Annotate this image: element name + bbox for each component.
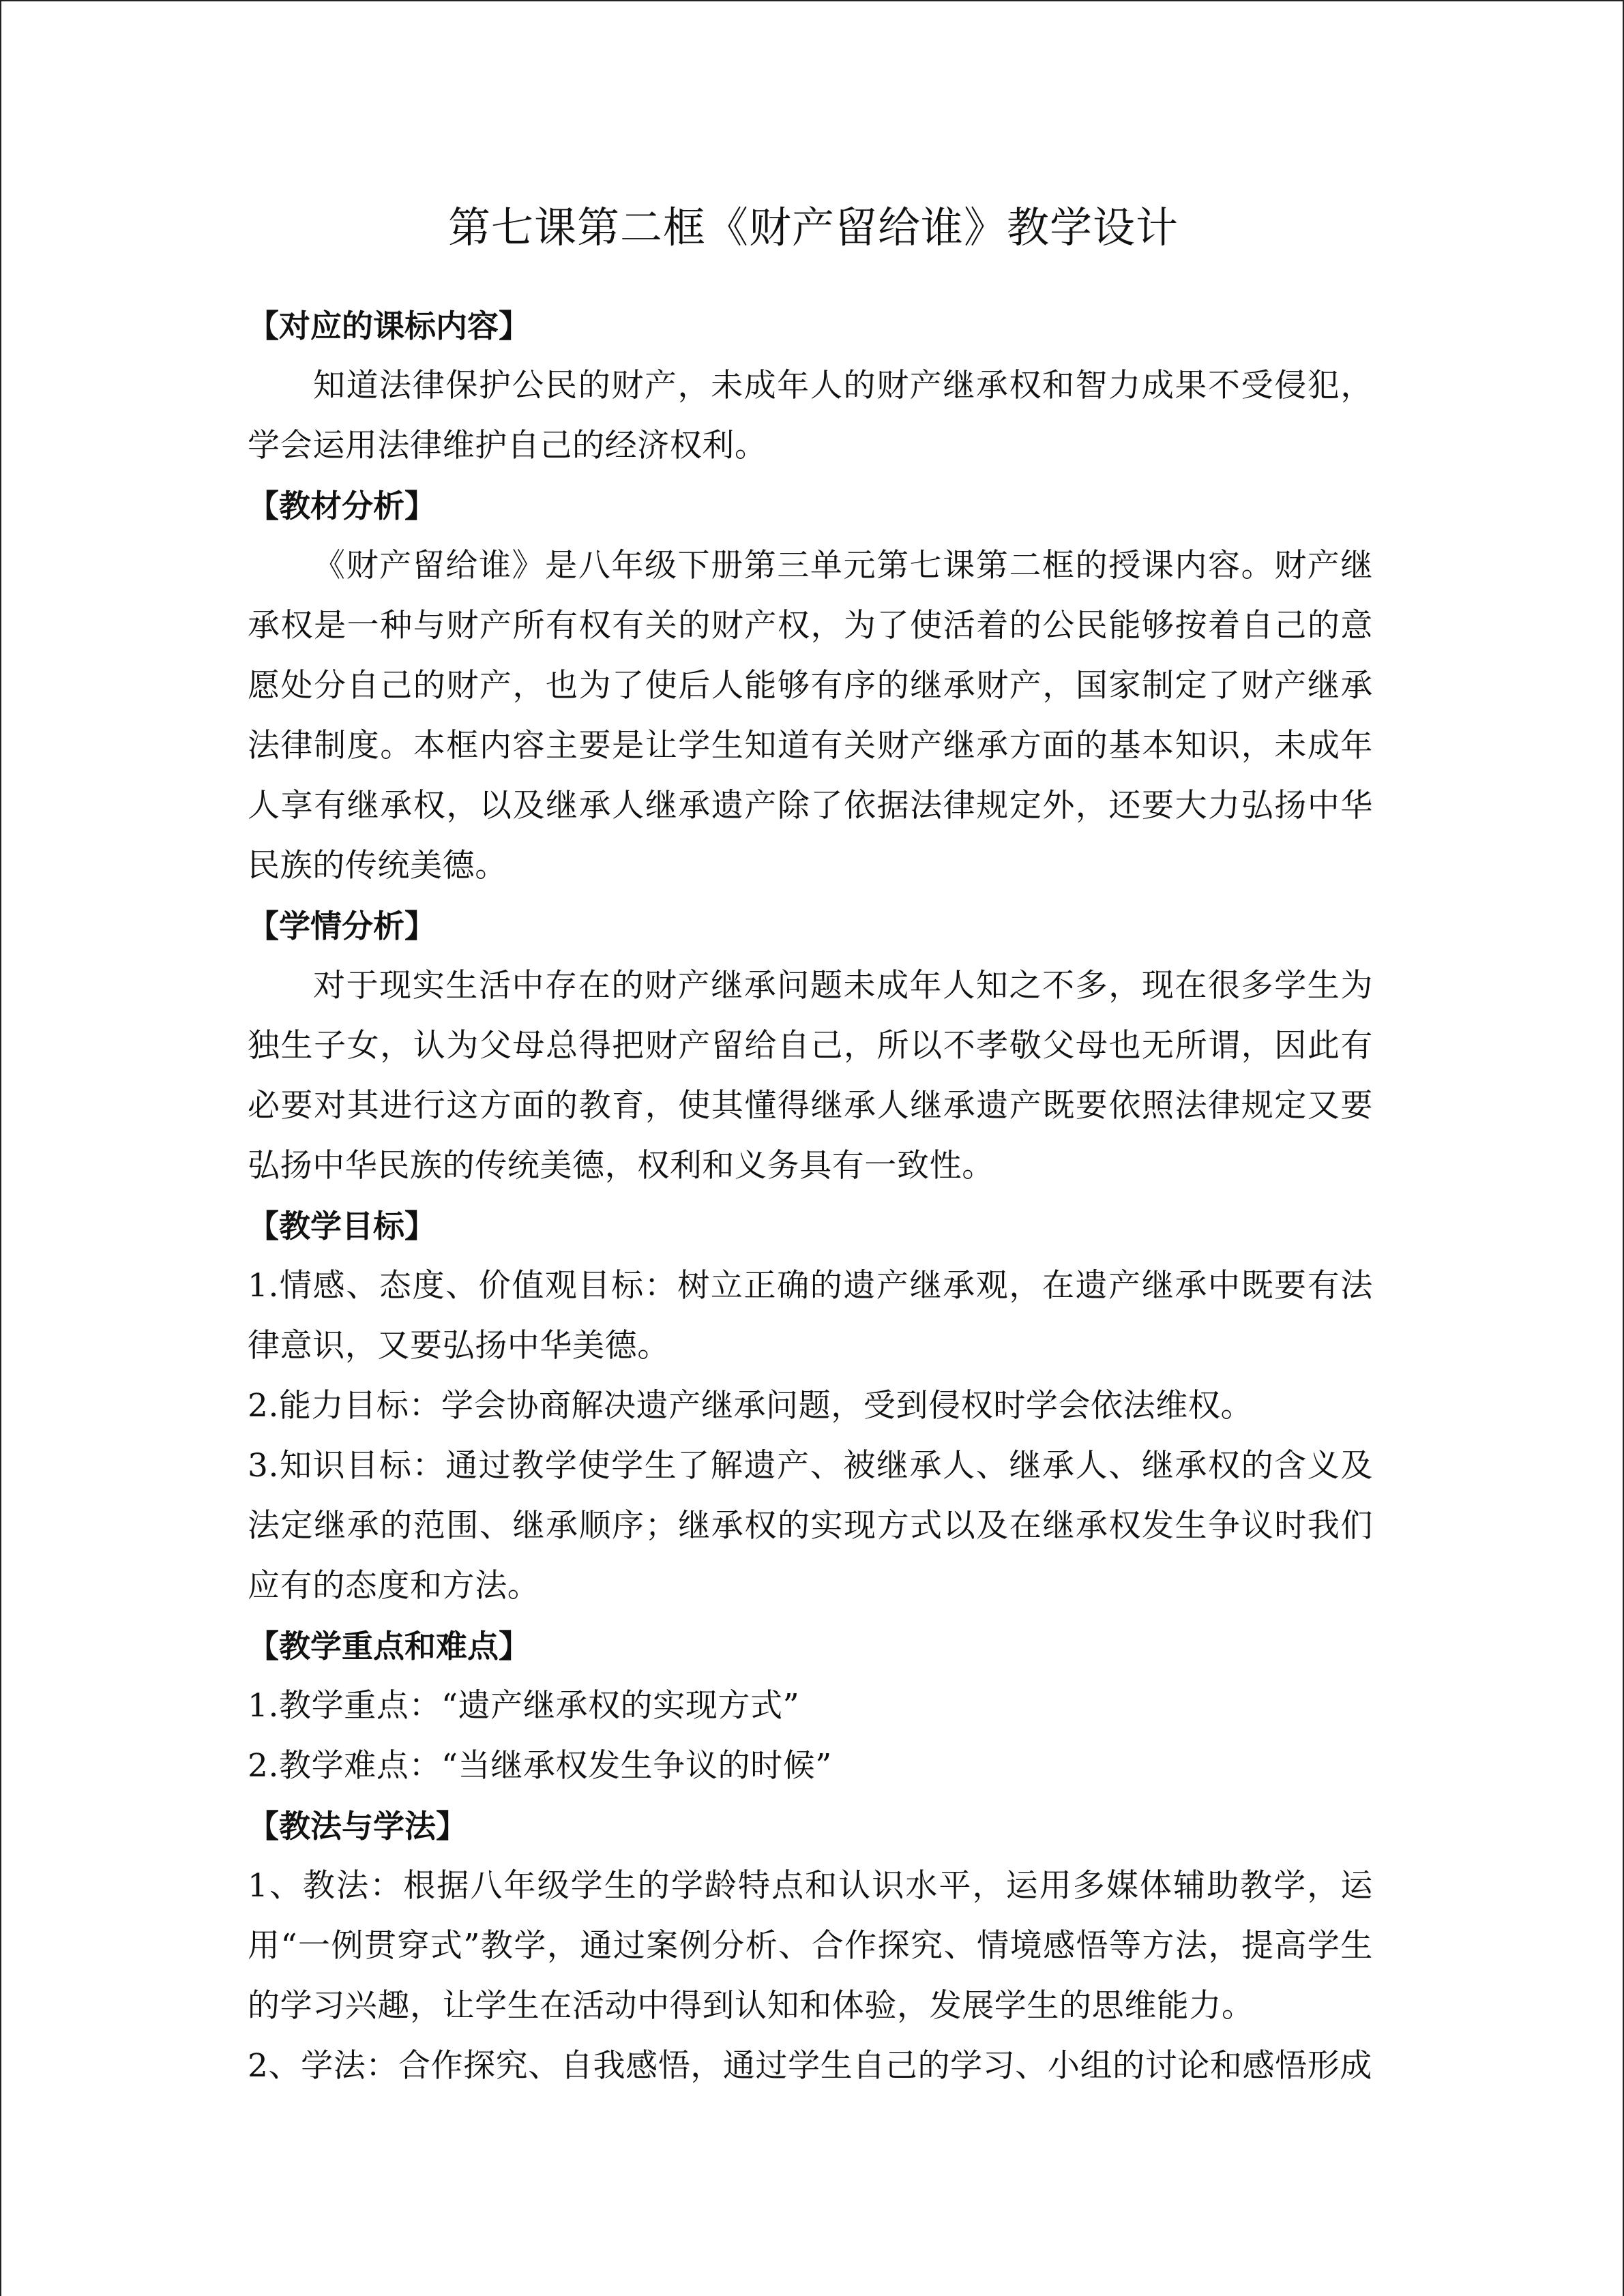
teaching-goal-item: 3.知识目标：通过教学使学生了解遗产、被继承人、继承人、继承权的含义及法定继承的范围、继承顺序；继承权的实现方式以及在继承权发生争议时我们应有的态度和方法。: [248, 1447, 1373, 1605]
section-heading-key-points: 【教学重点和难点】: [248, 1628, 530, 1665]
section-heading-teaching-goals: 【教学目标】: [248, 1208, 436, 1244]
method-item: 1、教法：根据八年级学生的学龄特点和认识水平，运用多媒体辅助教学，运用“一例贯穿式”教学，通过案例分析、合作探究、情境感悟等方法，提高学生的学习兴趣，让学生在活动中得到认知和体验，发展学生的思维能力。: [248, 1867, 1373, 2025]
section-heading-methods: 【教法与学法】: [248, 1808, 467, 1845]
textbook-analysis-paragraph: 《财产留给谁》是八年级下册第三单元第七课第二框的授课内容。财产继承权是一种与财产所有权有关的财产权，为了使活着的公民能够按着自己的意愿处分自己的财产，也为了使后人能够有序的继承财产，国家制定了财产继承法律制度。本框内容主要是让学生知道有关财产继承方面的基本知识，未成年人享有继承权，以及继承人继承遗产除了依据法律规定外，还要大力弘扬中华民族的传统美德。: [248, 547, 1373, 884]
document-title: 第七课第二框《财产留给谁》教学设计: [447, 203, 1179, 252]
method-item: 2、学法：合作探究、自我感悟，通过学生自己的学习、小组的讨论和感悟形成: [248, 2047, 1372, 2085]
key-point-item: 1.教学重点：“遗产继承权的实现方式”: [248, 1687, 800, 1725]
document-body: [248, 296, 1373, 2096]
section-heading-curriculum: 【对应的课标内容】: [248, 308, 530, 344]
key-point-item: 2.教学难点：“当继承权发生争议的时候”: [248, 1747, 832, 1785]
student-analysis-paragraph: 对于现实生活中存在的财产继承问题未成年人知之不多，现在很多学生为独生子女，认为父母总得把财产留给自己，所以不孝敬父母也无所谓，因此有必要对其进行这方面的教育，使其懂得继承人继承遗产既要依照法律规定又要弘扬中华民族的传统美德，权利和义务具有一致性。: [248, 967, 1373, 1184]
section-heading-student-analysis: 【学情分析】: [248, 908, 436, 944]
teaching-goal-item: 2.能力目标：学会协商解决遗产继承问题，受到侵权时学会依法维权。: [248, 1387, 1254, 1425]
section-heading-textbook-analysis: 【教材分析】: [248, 488, 436, 524]
curriculum-paragraph: 知道法律保护公民的财产，未成年人的财产继承权和智力成果不受侵犯，学会运用法律维护自己的经济权利。: [248, 367, 1373, 464]
teaching-goal-item: 1.情感、态度、价值观目标：树立正确的遗产继承观，在遗产继承中既要有法律意识，又要弘扬中华美德。: [248, 1267, 1373, 1365]
